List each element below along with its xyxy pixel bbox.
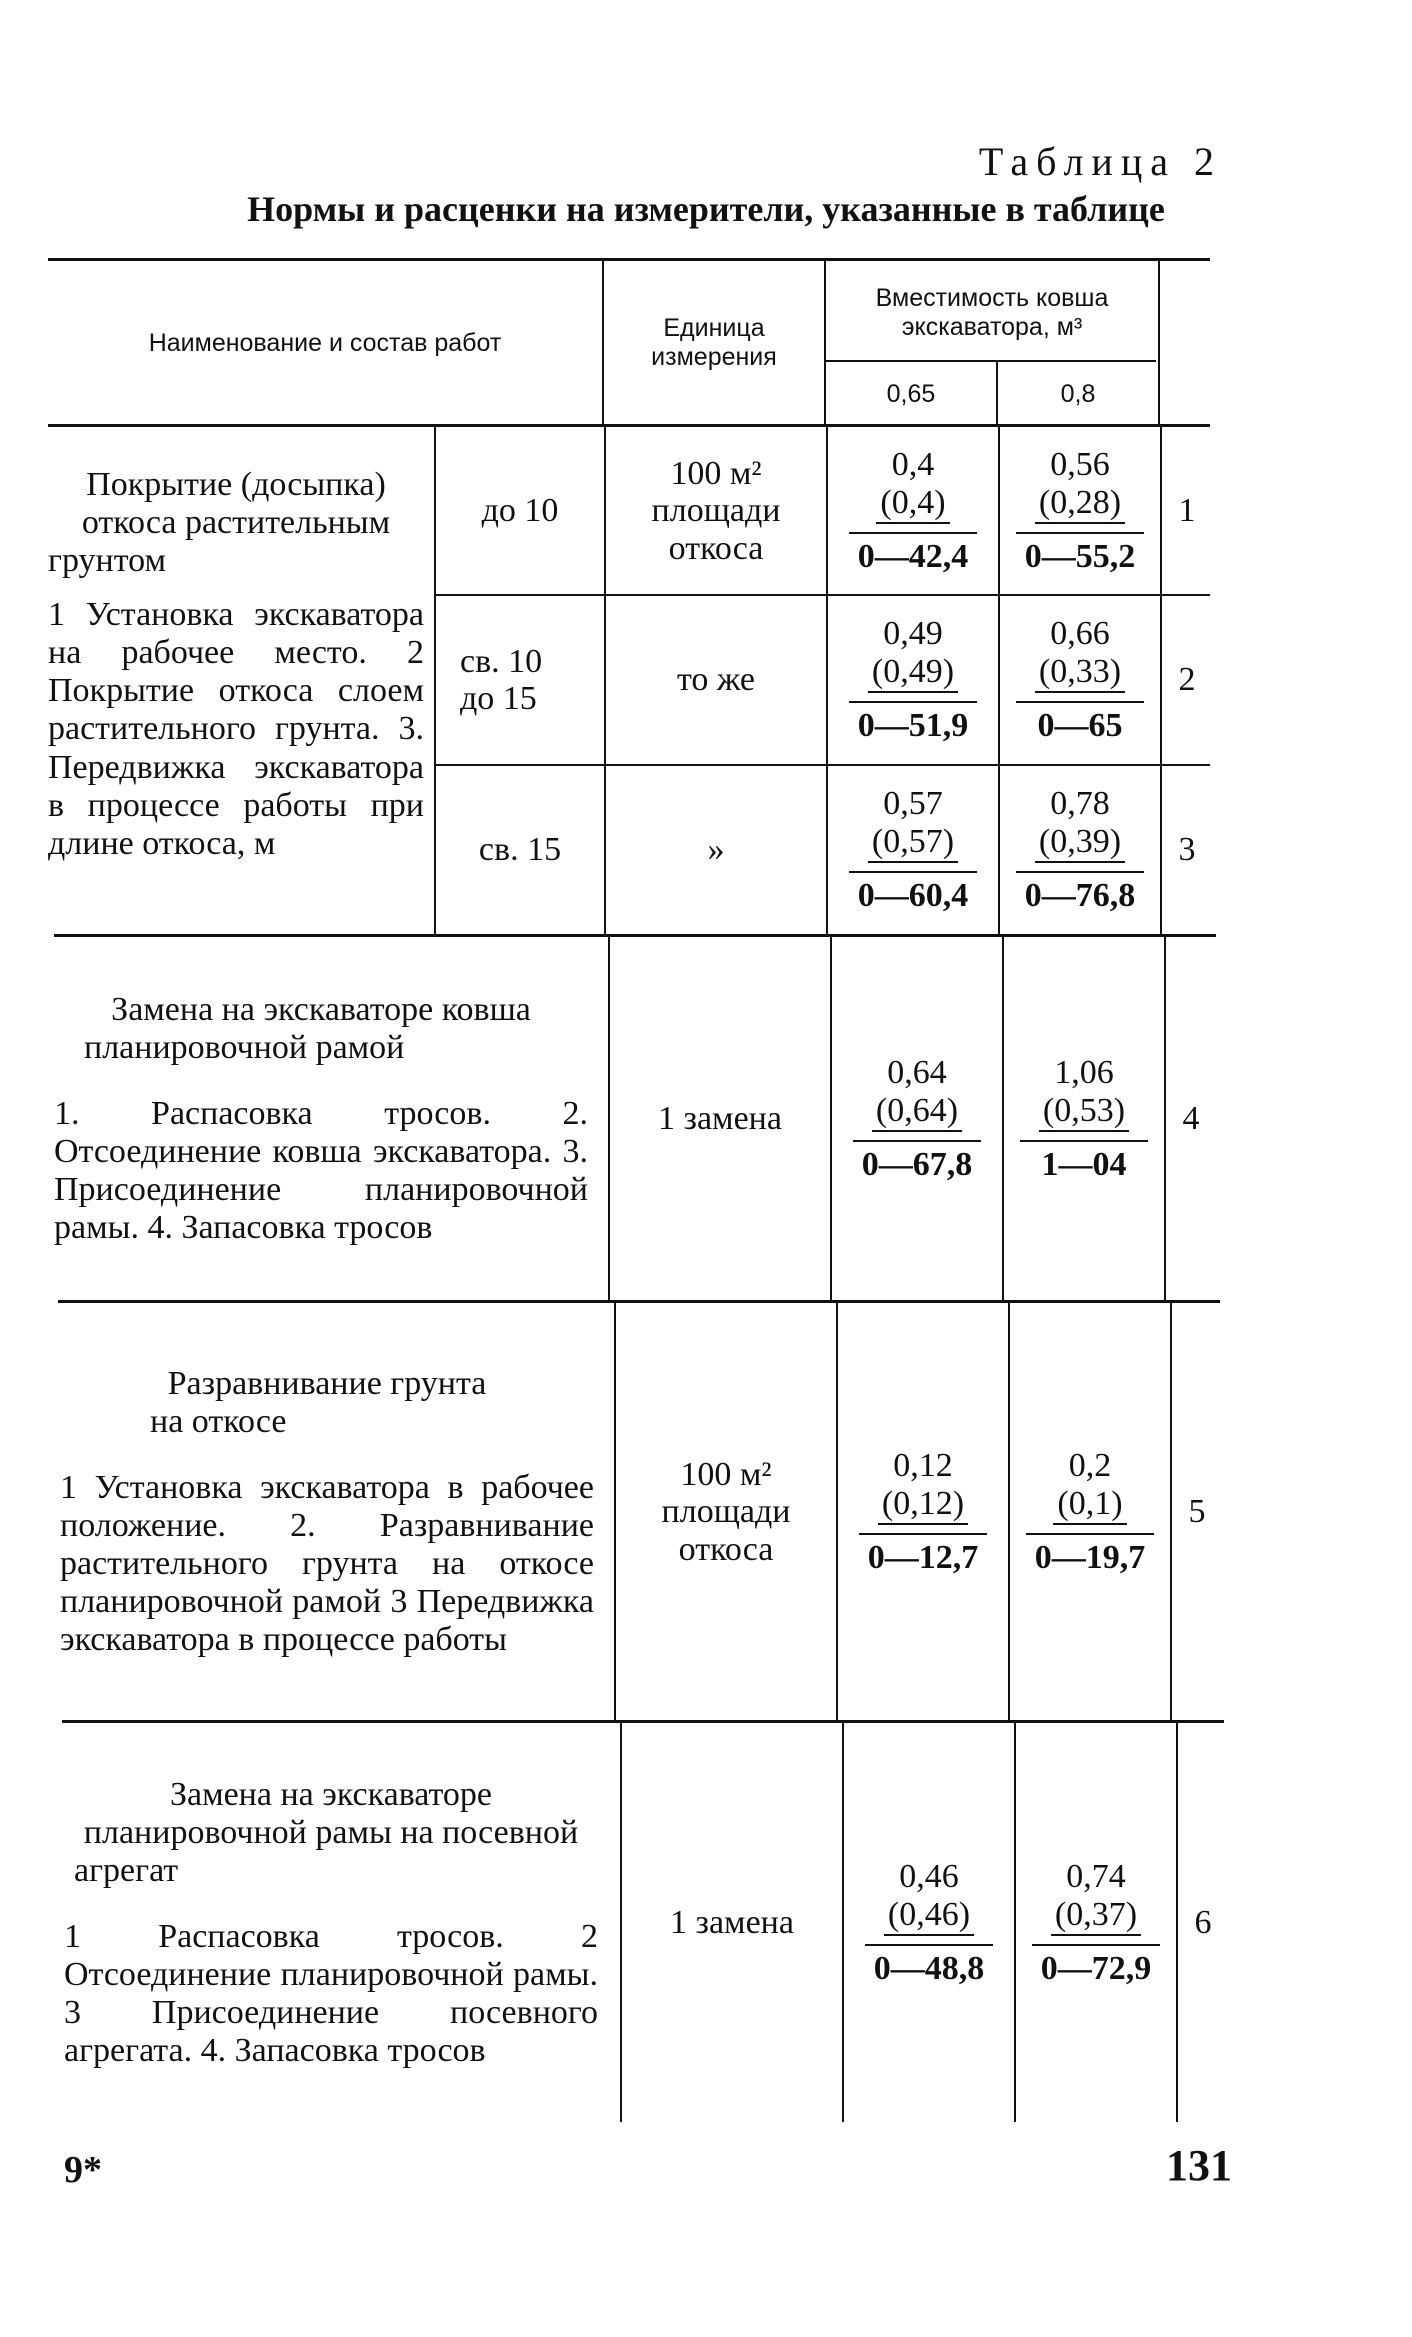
capacity-subheader-rule	[826, 360, 1156, 362]
row5-b-norm: 0,2	[1068, 1446, 1112, 1484]
row3-b-norm: 0,78	[1050, 784, 1110, 822]
row3-value-065	[828, 766, 998, 934]
row5-heading: Разравнивание грунта на откосе	[150, 1364, 487, 1440]
row1-number: 1	[1178, 492, 1196, 529]
row4-body: 1. Распасовка тросов. 2. Отсоединение ковша экскаватора. 3. Присоединение планировочной рамы. 4. Запасовка тросов	[54, 1094, 588, 1247]
header-capacity-line1: Вместимость ковша	[875, 284, 1109, 313]
row6-a-norm: 0,46	[899, 1857, 959, 1895]
row3-a-machine: (0,57)	[868, 823, 958, 863]
row6-b-price: 0—72,9	[1032, 1944, 1160, 1988]
row2-a-price: 0—51,9	[849, 701, 977, 745]
header-vline-4	[1158, 258, 1160, 426]
row1-unit: 100 м² площади откоса	[651, 454, 781, 567]
row1-value-065	[828, 428, 998, 594]
header-unit-line2: измерения	[651, 343, 777, 371]
row5-value-08	[1010, 1304, 1170, 1720]
row3-value-08	[1000, 766, 1160, 934]
row1-a-norm: 0,4	[891, 445, 935, 483]
row3-unit: »	[707, 831, 725, 869]
row1-b-machine: (0,28)	[1035, 484, 1125, 524]
row5-a-machine: (0,12)	[878, 1485, 968, 1525]
row6-value-08	[1016, 1724, 1176, 2122]
header-top-rule	[48, 258, 1210, 261]
row4-description	[54, 938, 588, 1300]
row3-a-price: 0—60,4	[849, 871, 977, 915]
row3-length: св. 15	[478, 831, 562, 869]
row2-length: св. 10 до 15	[460, 642, 543, 717]
row2-value-065	[828, 596, 998, 764]
header-unit	[604, 262, 824, 424]
row1-length: до 10	[481, 492, 559, 530]
row2-number: 2	[1178, 661, 1196, 698]
row6-b-machine: (0,37)	[1051, 1896, 1141, 1936]
row1-b-price: 0—55,2	[1016, 532, 1144, 576]
row6-a-price: 0—48,8	[865, 1944, 993, 1988]
row5-number: 5	[1188, 1493, 1206, 1530]
row2-a-norm: 0,49	[883, 614, 943, 652]
section1-description	[48, 466, 424, 886]
row5-description	[60, 1304, 594, 1720]
section1-heading: Покрытие (досыпка) откоса растительным грунтом	[48, 466, 391, 580]
signature-mark: 9*	[64, 2149, 102, 2191]
row4-b-machine: (0,53)	[1039, 1092, 1129, 1132]
header-unit-line1: Единица	[663, 314, 765, 343]
row-rule-5	[62, 1720, 1224, 1723]
row4-value-08	[1004, 938, 1164, 1300]
row3-b-price: 0—76,8	[1016, 871, 1144, 915]
row1-a-price: 0—42,4	[849, 532, 977, 576]
row3-b-machine: (0,39)	[1035, 823, 1125, 863]
row6-body: 1 Распасовка тросов. 2 Отсоединение планировочной рамы. 3 Присоединение посевного агрегата. 4. Запасовка тросов	[64, 1917, 598, 2070]
row2-b-norm: 0,66	[1050, 614, 1110, 652]
row1-b-norm: 0,56	[1050, 445, 1110, 483]
row6-value-065	[844, 1724, 1014, 2122]
row4-b-price: 1—04	[1020, 1140, 1148, 1184]
section1-body: 1 Установка экскаватора на рабочее место. 2 Покрытие откоса слоем растительного грунта. 3. Передвижка экскаватора в процессе работы при длине откоса, м	[48, 596, 424, 862]
page-number: 131	[1166, 2141, 1232, 2190]
row6-unit: 1 замена	[670, 1904, 794, 1942]
table-title: Нормы и расценки на измерители, указанные в таблице	[247, 189, 1165, 229]
row4-heading: Замена на экскаваторе ковша планировочной рамой	[84, 990, 531, 1066]
row-rule-3	[54, 934, 1216, 937]
row4-a-machine: (0,64)	[872, 1092, 962, 1132]
row4-value-065	[832, 938, 1002, 1300]
header-col-08: 0,8	[1060, 379, 1096, 408]
row5-unit: 100 м² площади откоса	[661, 1455, 791, 1568]
row-rule-4	[58, 1300, 1220, 1303]
row2-b-price: 0—65	[1016, 701, 1144, 745]
header-col-065: 0,65	[886, 379, 936, 408]
header-work: Наименование и состав работ	[148, 328, 502, 357]
row5-body: 1 Установка экскаватора в рабочее положение. 2. Разравнивание растительного грунта на откосе планировочной рамой 3 Передвижка экскаватора в процессе работы	[60, 1468, 594, 1659]
row6-b-norm: 0,74	[1066, 1857, 1126, 1895]
header-bottom-rule	[48, 424, 1210, 427]
row5-value-065	[838, 1304, 1008, 1720]
row4-b-norm: 1,06	[1054, 1053, 1114, 1091]
row5-a-price: 0—12,7	[859, 1533, 987, 1577]
row3-a-norm: 0,57	[883, 784, 943, 822]
row2-value-08	[1000, 596, 1160, 764]
table-caption: Таблица 2	[978, 139, 1222, 184]
row6-heading: Замена на экскаваторе планировочной рамы на посевной агрегат	[74, 1775, 579, 1889]
row5-b-machine: (0,1)	[1053, 1485, 1126, 1525]
row4-a-norm: 0,64	[887, 1053, 947, 1091]
row4-unit: 1 замена	[658, 1100, 782, 1138]
row3-number: 3	[1178, 831, 1196, 868]
row1-value-08	[1000, 428, 1160, 594]
row5-b-price: 0—19,7	[1026, 1533, 1154, 1577]
row2-unit: то же	[676, 661, 756, 699]
row4-a-price: 0—67,8	[853, 1140, 981, 1184]
row1-a-machine: (0,4)	[876, 484, 949, 524]
row2-a-machine: (0,49)	[868, 653, 958, 693]
row4-number: 4	[1182, 1100, 1200, 1137]
row2-b-machine: (0,33)	[1035, 653, 1125, 693]
row6-a-machine: (0,46)	[884, 1896, 974, 1936]
row6-number: 6	[1194, 1904, 1212, 1941]
header-capacity	[826, 268, 1158, 358]
row5-a-norm: 0,12	[893, 1446, 953, 1484]
row6-description	[64, 1724, 598, 2122]
header-capacity-line2: экскаватора, м³	[901, 313, 1083, 341]
